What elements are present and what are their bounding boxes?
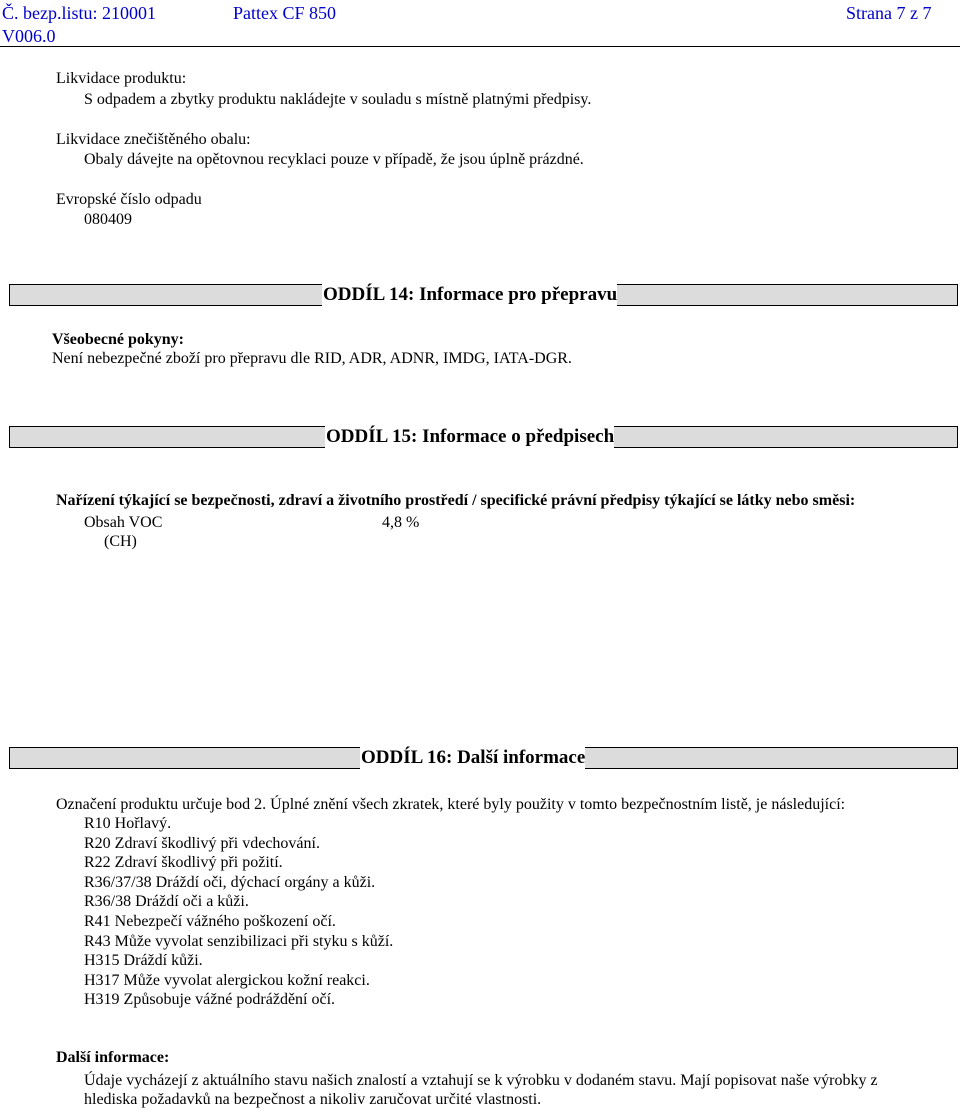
phrase-item: R10 Hořlavý. <box>84 815 172 832</box>
phrase-item: R36/38 Dráždí oči a kůži. <box>84 893 249 910</box>
section-14-title: ODDÍL 14: Informace pro přepravu <box>323 284 618 305</box>
disposal-packaging-label: Likvidace znečištěného obalu: <box>56 131 251 148</box>
header-divider <box>0 46 960 47</box>
section-16-title: ODDÍL 16: Další informace <box>361 747 586 768</box>
phrase-item: H315 Dráždí kůži. <box>84 952 203 969</box>
phrase-item: H319 Způsobuje vážné podráždění očí. <box>84 991 336 1008</box>
further-info-label: Další informace: <box>56 1049 170 1066</box>
transport-general-label: Všeobecné pokyny: <box>52 331 185 348</box>
phrase-item: R41 Nebezpečí vážného poškození očí. <box>84 913 336 930</box>
voc-label: Obsah VOC <box>84 514 163 531</box>
phrase-item: R43 Může vyvolat senzibilizaci při styku s kůží. <box>84 933 394 950</box>
voc-region: (CH) <box>104 533 137 550</box>
phrase-item: R20 Zdraví škodlivý při vdechování. <box>84 835 320 852</box>
page-number: Strana 7 z 7 <box>846 3 932 23</box>
phrase-item: R36/37/38 Dráždí oči, dýchací orgány a kůži. <box>84 874 376 891</box>
doc-number: Č. bezp.listu: 210001 <box>2 3 156 23</box>
abbreviations-intro: Označení produktu určuje bod 2. Úplné znění všech zkratek, které byly použity v tomto bezpečnostním listě, je následující: <box>56 796 846 813</box>
disposal-product-text: S odpadem a zbytky produktu nakládejte v souladu s místně platnými předpisy. <box>84 91 592 108</box>
further-info-text-line-2: hlediska požadavků na bezpečnost a nikoliv zaručovat určité vlastnosti. <box>84 1091 542 1108</box>
phrase-item: R22 Zdraví škodlivý při požití. <box>84 854 283 871</box>
version: V006.0 <box>2 26 56 46</box>
product-name: Pattex CF 850 <box>233 3 337 23</box>
voc-value: 4,8 % <box>382 514 420 531</box>
waste-code-value: 080409 <box>84 211 132 228</box>
disposal-packaging-text: Obaly dávejte na opětovnou recyklaci pouze v případě, že jsou úplně prázdné. <box>84 151 584 168</box>
phrase-item: H317 Může vyvolat alergickou kožní reakci. <box>84 972 370 989</box>
further-info-text-line-1: Údaje vycházejí z aktuálního stavu našich znalostí a vztahují se k výrobku v dodaném stavu. Mají popisovat naše výrobky z <box>84 1072 878 1089</box>
transport-general-text: Není nebezpečné zboží pro přepravu dle RID, ADR, ADNR, IMDG, IATA-DGR. <box>52 350 572 367</box>
disposal-product-label: Likvidace produktu: <box>56 70 187 87</box>
waste-code-label: Evropské číslo odpadu <box>56 191 202 208</box>
regulations-label: Nařízení týkající se bezpečnosti, zdraví a životního prostředí / specifické právní předpisy týkající se látky nebo směsi: <box>56 492 856 509</box>
section-15-title: ODDÍL 15: Informace o předpisech <box>326 426 615 447</box>
